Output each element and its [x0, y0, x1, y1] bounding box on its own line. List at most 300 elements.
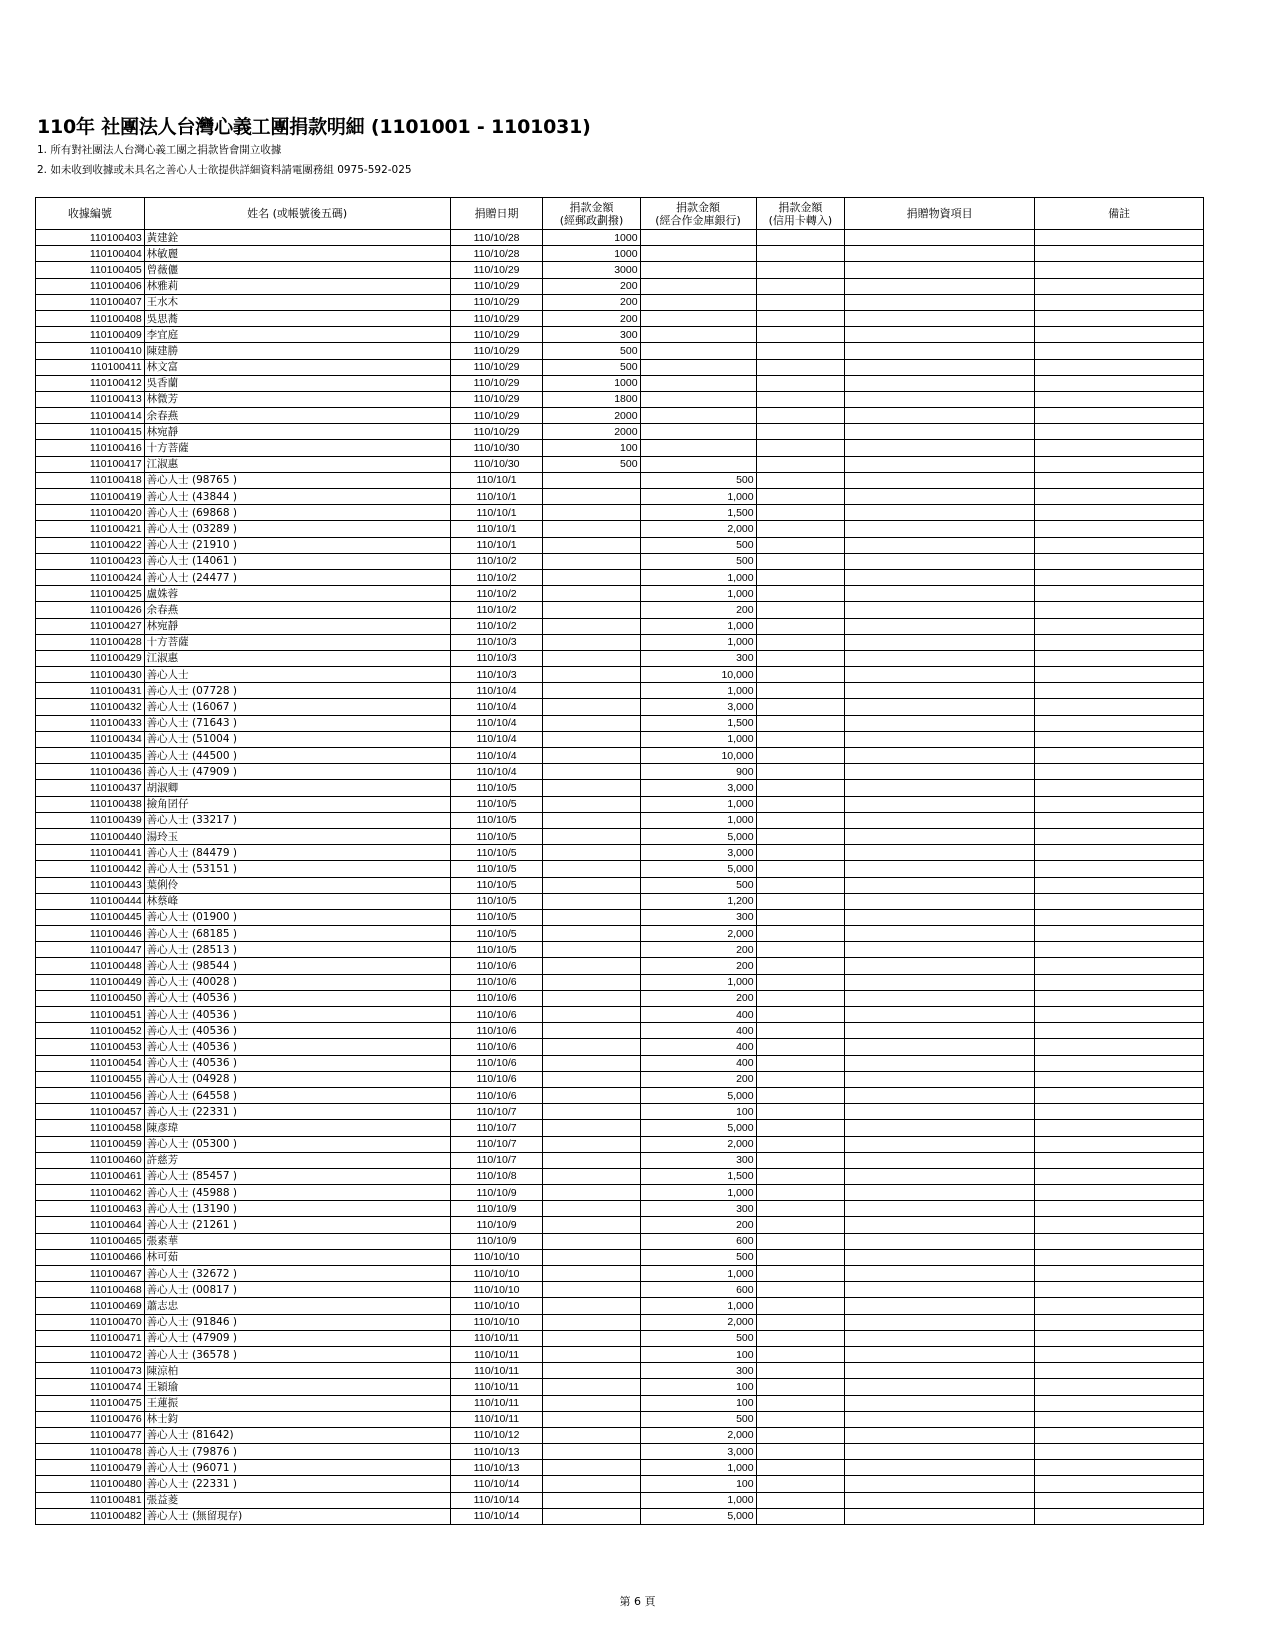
receipt-id-cell: 110100418	[36, 472, 145, 488]
amount-card-cell	[756, 877, 845, 893]
amount-bank-cell: 300	[640, 1201, 756, 1217]
receipt-id-cell: 110100406	[36, 278, 145, 294]
amount-card-cell	[756, 650, 845, 666]
amount-post-cell	[543, 1007, 640, 1023]
goods-cell	[845, 1492, 1035, 1508]
receipt-id-cell: 110100465	[36, 1233, 145, 1249]
amount-bank-cell: 300	[640, 909, 756, 925]
amount-card-cell	[756, 715, 845, 731]
amount-card-cell	[756, 489, 845, 505]
donor-name-cell: 善心人士 (69868 )	[144, 505, 450, 521]
goods-cell	[845, 489, 1035, 505]
table-row	[36, 877, 1204, 893]
goods-cell	[845, 553, 1035, 569]
remark-cell	[1035, 618, 1204, 634]
amount-card-cell	[756, 958, 845, 974]
donation-date-cell: 110/10/28	[450, 246, 543, 262]
remark-cell	[1035, 780, 1204, 796]
amount-post-cell	[543, 472, 640, 488]
amount-post-cell: 100	[543, 440, 640, 456]
donation-date-cell: 110/10/1	[450, 489, 543, 505]
goods-cell	[845, 230, 1035, 246]
donation-date-cell: 110/10/29	[450, 310, 543, 326]
remark-cell	[1035, 926, 1204, 942]
donation-date-cell: 110/10/29	[450, 391, 543, 407]
goods-cell	[845, 1233, 1035, 1249]
table-row	[36, 537, 1204, 553]
receipt-id-cell: 110100436	[36, 764, 145, 780]
donation-date-cell: 110/10/2	[450, 618, 543, 634]
amount-card-cell	[756, 1411, 845, 1427]
goods-cell	[845, 1411, 1035, 1427]
remark-cell	[1035, 1023, 1204, 1039]
table-row	[36, 1087, 1204, 1103]
goods-cell	[845, 877, 1035, 893]
amount-post-cell	[543, 926, 640, 942]
amount-bank-cell: 1,000	[640, 569, 756, 585]
remark-cell	[1035, 1379, 1204, 1395]
remark-cell	[1035, 586, 1204, 602]
donor-name-cell: 善心人士 (85457 )	[144, 1168, 450, 1184]
table-row	[36, 375, 1204, 391]
receipt-id-cell: 110100411	[36, 359, 145, 375]
donor-name-cell: 曾薇儷	[144, 262, 450, 278]
receipt-id-cell: 110100420	[36, 505, 145, 521]
table-row	[36, 327, 1204, 343]
amount-card-cell	[756, 262, 845, 278]
donor-name-cell: 盧姝蓉	[144, 586, 450, 602]
donation-date-cell: 110/10/12	[450, 1427, 543, 1443]
receipt-id-cell: 110100428	[36, 634, 145, 650]
amount-bank-cell: 500	[640, 1330, 756, 1346]
note-receipt: 1. 所有對社團法人台灣心義工團之捐款皆會開立收據	[37, 144, 282, 156]
receipt-id-cell: 110100447	[36, 942, 145, 958]
table-row	[36, 1023, 1204, 1039]
remark-cell	[1035, 1055, 1204, 1071]
donation-date-cell: 110/10/5	[450, 780, 543, 796]
table-row	[36, 553, 1204, 569]
amount-post-cell: 2000	[543, 424, 640, 440]
donor-name-cell: 善心人士 (40536 )	[144, 1039, 450, 1055]
receipt-id-cell: 110100471	[36, 1330, 145, 1346]
table-row	[36, 343, 1204, 359]
table-row	[36, 1233, 1204, 1249]
remark-cell	[1035, 748, 1204, 764]
amount-bank-cell: 2,000	[640, 1427, 756, 1443]
donation-date-cell: 110/10/9	[450, 1185, 543, 1201]
donor-name-cell: 善心人士	[144, 667, 450, 683]
receipt-id-cell: 110100412	[36, 375, 145, 391]
remark-cell	[1035, 1282, 1204, 1298]
goods-cell	[845, 1104, 1035, 1120]
donor-name-cell: 林敏麗	[144, 246, 450, 262]
donor-name-cell: 善心人士 (04928 )	[144, 1071, 450, 1087]
remark-cell	[1035, 1185, 1204, 1201]
donor-name-cell: 善心人士 (40536 )	[144, 1023, 450, 1039]
donation-date-cell: 110/10/2	[450, 586, 543, 602]
amount-post-cell	[543, 1282, 640, 1298]
table-row	[36, 650, 1204, 666]
donation-date-cell: 110/10/5	[450, 812, 543, 828]
table-row	[36, 634, 1204, 650]
amount-bank-cell: 10,000	[640, 667, 756, 683]
goods-cell	[845, 748, 1035, 764]
amount-bank-cell	[640, 246, 756, 262]
table-row	[36, 958, 1204, 974]
amount-card-cell	[756, 1249, 845, 1265]
amount-card-cell	[756, 812, 845, 828]
donor-name-cell: 善心人士 (32672 )	[144, 1266, 450, 1282]
receipt-id-cell: 110100414	[36, 408, 145, 424]
amount-post-cell	[543, 958, 640, 974]
goods-cell	[845, 1427, 1035, 1443]
amount-bank-cell: 2,000	[640, 521, 756, 537]
donor-name-cell: 善心人士 (98765 )	[144, 472, 450, 488]
donation-date-cell: 110/10/4	[450, 715, 543, 731]
remark-cell	[1035, 1136, 1204, 1152]
amount-post-cell: 300	[543, 327, 640, 343]
goods-cell	[845, 861, 1035, 877]
amount-bank-cell: 1,000	[640, 634, 756, 650]
remark-cell	[1035, 1411, 1204, 1427]
header-date: 捐贈日期	[450, 198, 543, 230]
amount-card-cell	[756, 1363, 845, 1379]
donation-date-cell: 110/10/6	[450, 1007, 543, 1023]
goods-cell	[845, 1023, 1035, 1039]
remark-cell	[1035, 1071, 1204, 1087]
amount-post-cell	[543, 893, 640, 909]
amount-card-cell	[756, 278, 845, 294]
remark-cell	[1035, 1201, 1204, 1217]
receipt-id-cell: 110100404	[36, 246, 145, 262]
table-row	[36, 569, 1204, 585]
amount-card-cell	[756, 764, 845, 780]
donor-name-cell: 善心人士 (43844 )	[144, 489, 450, 505]
goods-cell	[845, 310, 1035, 326]
donation-date-cell: 110/10/29	[450, 327, 543, 343]
amount-bank-cell: 1,000	[640, 731, 756, 747]
table-row	[36, 262, 1204, 278]
receipt-id-cell: 110100482	[36, 1508, 145, 1524]
receipt-id-cell: 110100474	[36, 1379, 145, 1395]
goods-cell	[845, 650, 1035, 666]
amount-bank-cell: 200	[640, 990, 756, 1006]
receipt-id-cell: 110100415	[36, 424, 145, 440]
remark-cell	[1035, 1266, 1204, 1282]
remark-cell	[1035, 861, 1204, 877]
remark-cell	[1035, 1152, 1204, 1168]
amount-post-cell: 500	[543, 343, 640, 359]
donation-date-cell: 110/10/10	[450, 1298, 543, 1314]
remark-cell	[1035, 424, 1204, 440]
donation-date-cell: 110/10/7	[450, 1104, 543, 1120]
donation-date-cell: 110/10/14	[450, 1476, 543, 1492]
remark-cell	[1035, 634, 1204, 650]
amount-card-cell	[756, 1508, 845, 1524]
donation-date-cell: 110/10/5	[450, 828, 543, 844]
donation-date-cell: 110/10/29	[450, 424, 543, 440]
table-row	[36, 408, 1204, 424]
amount-bank-cell: 500	[640, 553, 756, 569]
donation-date-cell: 110/10/5	[450, 861, 543, 877]
goods-cell	[845, 1039, 1035, 1055]
amount-card-cell	[756, 634, 845, 650]
amount-card-cell	[756, 1120, 845, 1136]
amount-card-cell	[756, 537, 845, 553]
remark-cell	[1035, 230, 1204, 246]
receipt-id-cell: 110100403	[36, 230, 145, 246]
table-row	[36, 359, 1204, 375]
amount-card-cell	[756, 1460, 845, 1476]
goods-cell	[845, 472, 1035, 488]
amount-bank-cell: 5,000	[640, 1120, 756, 1136]
donor-name-cell: 善心人士 (84479 )	[144, 845, 450, 861]
donation-date-cell: 110/10/13	[450, 1444, 543, 1460]
header-remark: 備註	[1035, 198, 1204, 230]
table-row	[36, 1136, 1204, 1152]
donation-date-cell: 110/10/30	[450, 456, 543, 472]
donation-date-cell: 110/10/11	[450, 1330, 543, 1346]
remark-cell	[1035, 893, 1204, 909]
remark-cell	[1035, 812, 1204, 828]
table-row	[36, 521, 1204, 537]
amount-post-cell	[543, 1152, 640, 1168]
goods-cell	[845, 990, 1035, 1006]
table-row	[36, 1168, 1204, 1184]
amount-post-cell	[543, 634, 640, 650]
goods-cell	[845, 1087, 1035, 1103]
amount-post-cell	[543, 1249, 640, 1265]
amount-post-cell	[543, 1039, 640, 1055]
donor-name-cell: 胡淑卿	[144, 780, 450, 796]
receipt-id-cell: 110100470	[36, 1314, 145, 1330]
amount-post-cell: 1000	[543, 230, 640, 246]
donor-name-cell: 葉俐伶	[144, 877, 450, 893]
donor-name-cell: 王穎瑜	[144, 1379, 450, 1395]
amount-bank-cell	[640, 294, 756, 310]
table-row	[36, 909, 1204, 925]
amount-bank-cell: 1,000	[640, 796, 756, 812]
goods-cell	[845, 926, 1035, 942]
table-row	[36, 230, 1204, 246]
donation-date-cell: 110/10/10	[450, 1314, 543, 1330]
goods-cell	[845, 731, 1035, 747]
donor-name-cell: 善心人士 (03289 )	[144, 521, 450, 537]
donor-name-cell: 陳涼柏	[144, 1363, 450, 1379]
donor-name-cell: 善心人士 (40536 )	[144, 1007, 450, 1023]
amount-card-cell	[756, 343, 845, 359]
table-row	[36, 812, 1204, 828]
amount-card-cell	[756, 1104, 845, 1120]
remark-cell	[1035, 650, 1204, 666]
remark-cell	[1035, 974, 1204, 990]
donation-date-cell: 110/10/5	[450, 909, 543, 925]
donor-name-cell: 善心人士 (71643 )	[144, 715, 450, 731]
remark-cell	[1035, 569, 1204, 585]
amount-card-cell	[756, 1444, 845, 1460]
goods-cell	[845, 1266, 1035, 1282]
receipt-id-cell: 110100425	[36, 586, 145, 602]
donation-date-cell: 110/10/10	[450, 1249, 543, 1265]
donation-date-cell: 110/10/5	[450, 893, 543, 909]
amount-bank-cell: 1,000	[640, 618, 756, 634]
amount-post-cell	[543, 1492, 640, 1508]
receipt-id-cell: 110100467	[36, 1266, 145, 1282]
receipt-id-cell: 110100444	[36, 893, 145, 909]
table-row	[36, 731, 1204, 747]
amount-card-cell	[756, 1217, 845, 1233]
goods-cell	[845, 1249, 1035, 1265]
amount-bank-cell: 200	[640, 958, 756, 974]
goods-cell	[845, 942, 1035, 958]
receipt-id-cell: 110100440	[36, 828, 145, 844]
donor-name-cell: 善心人士 (45988 )	[144, 1185, 450, 1201]
table-row	[36, 942, 1204, 958]
amount-card-cell	[756, 391, 845, 407]
donor-name-cell: 張素華	[144, 1233, 450, 1249]
table-row	[36, 1492, 1204, 1508]
amount-card-cell	[756, 796, 845, 812]
remark-cell	[1035, 1427, 1204, 1443]
amount-card-cell	[756, 618, 845, 634]
donor-name-cell: 王水木	[144, 294, 450, 310]
goods-cell	[845, 294, 1035, 310]
donation-date-cell: 110/10/4	[450, 748, 543, 764]
table-row	[36, 1152, 1204, 1168]
table-row	[36, 1427, 1204, 1443]
amount-bank-cell	[640, 343, 756, 359]
donation-date-cell: 110/10/29	[450, 343, 543, 359]
amount-bank-cell	[640, 440, 756, 456]
table-row	[36, 667, 1204, 683]
receipt-id-cell: 110100479	[36, 1460, 145, 1476]
donor-name-cell: 蕭志忠	[144, 1298, 450, 1314]
amount-bank-cell	[640, 327, 756, 343]
table-row	[36, 748, 1204, 764]
remark-cell	[1035, 505, 1204, 521]
amount-card-cell	[756, 521, 845, 537]
amount-post-cell	[543, 1055, 640, 1071]
receipt-id-cell: 110100457	[36, 1104, 145, 1120]
amount-bank-cell: 1,000	[640, 1266, 756, 1282]
donation-date-cell: 110/10/29	[450, 375, 543, 391]
amount-post-cell: 1800	[543, 391, 640, 407]
goods-cell	[845, 456, 1035, 472]
donation-date-cell: 110/10/3	[450, 650, 543, 666]
donor-name-cell: 林可茹	[144, 1249, 450, 1265]
donor-name-cell: 善心人士 (無留現存)	[144, 1508, 450, 1524]
remark-cell	[1035, 1314, 1204, 1330]
table-row	[36, 683, 1204, 699]
remark-cell	[1035, 1168, 1204, 1184]
receipt-id-cell: 110100463	[36, 1201, 145, 1217]
amount-card-cell	[756, 294, 845, 310]
donation-date-cell: 110/10/6	[450, 1055, 543, 1071]
receipt-id-cell: 110100473	[36, 1363, 145, 1379]
amount-post-cell	[543, 780, 640, 796]
receipt-id-cell: 110100462	[36, 1185, 145, 1201]
donor-name-cell: 善心人士 (14061 )	[144, 553, 450, 569]
header-goods: 捐贈物資項目	[845, 198, 1035, 230]
receipt-id-cell: 110100426	[36, 602, 145, 618]
receipt-id-cell: 110100469	[36, 1298, 145, 1314]
amount-post-cell	[543, 586, 640, 602]
goods-cell	[845, 1185, 1035, 1201]
donation-date-cell: 110/10/14	[450, 1492, 543, 1508]
amount-card-cell	[756, 1346, 845, 1362]
amount-card-cell	[756, 683, 845, 699]
donor-name-cell: 江淑惠	[144, 456, 450, 472]
receipt-id-cell: 110100478	[36, 1444, 145, 1460]
amount-post-cell	[543, 764, 640, 780]
donor-name-cell: 黃建銓	[144, 230, 450, 246]
amount-bank-cell: 100	[640, 1379, 756, 1395]
table-row	[36, 1298, 1204, 1314]
donation-date-cell: 110/10/6	[450, 1087, 543, 1103]
amount-card-cell	[756, 1055, 845, 1071]
donor-name-cell: 林宛靜	[144, 424, 450, 440]
amount-post-cell	[543, 1266, 640, 1282]
amount-post-cell: 500	[543, 359, 640, 375]
amount-post-cell: 500	[543, 456, 640, 472]
amount-post-cell	[543, 748, 640, 764]
remark-cell	[1035, 1104, 1204, 1120]
amount-card-cell	[756, 408, 845, 424]
table-row	[36, 1444, 1204, 1460]
amount-card-cell	[756, 828, 845, 844]
remark-cell	[1035, 408, 1204, 424]
amount-post-cell	[543, 1395, 640, 1411]
amount-bank-cell	[640, 408, 756, 424]
amount-bank-cell: 400	[640, 1023, 756, 1039]
remark-cell	[1035, 1298, 1204, 1314]
amount-bank-cell: 300	[640, 650, 756, 666]
donor-name-cell: 善心人士 (05300 )	[144, 1136, 450, 1152]
goods-cell	[845, 1395, 1035, 1411]
receipt-id-cell: 110100405	[36, 262, 145, 278]
amount-bank-cell: 5,000	[640, 861, 756, 877]
amount-card-cell	[756, 1039, 845, 1055]
amount-post-cell	[543, 1233, 640, 1249]
amount-bank-cell: 400	[640, 1007, 756, 1023]
table-row	[36, 294, 1204, 310]
table-row	[36, 440, 1204, 456]
donor-name-cell: 善心人士 (68185 )	[144, 926, 450, 942]
table-row	[36, 1363, 1204, 1379]
donor-name-cell: 林雅莉	[144, 278, 450, 294]
donation-date-cell: 110/10/10	[450, 1266, 543, 1282]
goods-cell	[845, 1314, 1035, 1330]
amount-card-cell	[756, 327, 845, 343]
table-row	[36, 310, 1204, 326]
donor-name-cell: 許慈芳	[144, 1152, 450, 1168]
donor-name-cell: 李宜庭	[144, 327, 450, 343]
receipt-id-cell: 110100434	[36, 731, 145, 747]
table-row	[36, 391, 1204, 407]
donor-name-cell: 林文富	[144, 359, 450, 375]
remark-cell	[1035, 1007, 1204, 1023]
table-row	[36, 780, 1204, 796]
table-row	[36, 1120, 1204, 1136]
goods-cell	[845, 1508, 1035, 1524]
donor-name-cell: 善心人士 (98544 )	[144, 958, 450, 974]
amount-post-cell	[543, 667, 640, 683]
amount-card-cell	[756, 1071, 845, 1087]
goods-cell	[845, 1071, 1035, 1087]
goods-cell	[845, 1346, 1035, 1362]
goods-cell	[845, 764, 1035, 780]
table-row	[36, 845, 1204, 861]
